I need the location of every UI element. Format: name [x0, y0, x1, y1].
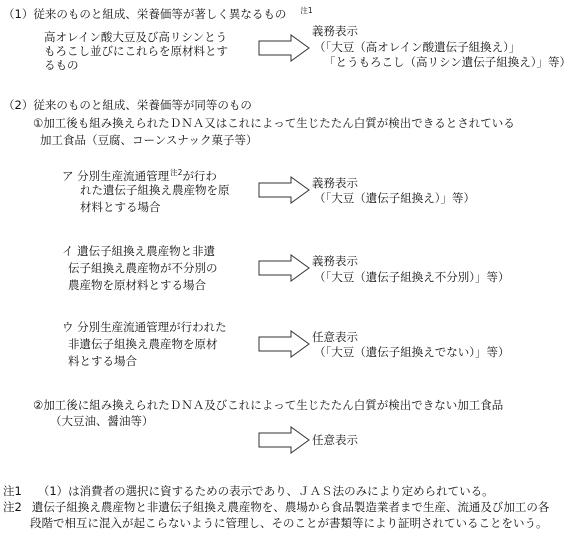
- item-c-line3: 料とする場合: [68, 354, 137, 368]
- sub2-result-label: 任意表示: [312, 433, 358, 447]
- item-b-line3: 農産物を原材料とする場合: [68, 278, 206, 292]
- note1: [3, 484, 494, 498]
- section1-result-example2: 「とうもろこし（高リシン遺伝子組換え）」等）: [324, 55, 571, 69]
- note2-text-line2: 段階で相互に混入が起こらないように管理し、そのことが書類等により証明されていることをいう。: [30, 516, 548, 530]
- item-c-result-example: （「大豆（遺伝子組換えでない）」等）: [314, 345, 510, 359]
- item-c-result-label: 任意表示: [312, 330, 358, 344]
- arrow-icon: [258, 330, 310, 358]
- item-b-line1: イ 遺伝子組換え農産物と非遺: [62, 244, 216, 258]
- section2-heading: （2）従来のものと組成、栄養価等が同等のもの: [3, 98, 252, 112]
- item-b-result-example: （「大豆（遺伝子組換え不分別）」等）: [314, 270, 510, 284]
- item-a-note-marker: 注2: [170, 168, 183, 177]
- section1-result-example1: （「大豆（高オレイン酸遺伝子組換え）」: [314, 40, 521, 54]
- section1-result-label: 義務表示: [312, 24, 358, 38]
- sub1-heading-line2: 加工食品（豆腐、コーンスナック菓子等）: [40, 133, 258, 147]
- section1-note-marker: 注1: [300, 6, 313, 15]
- item-a-result-example: （「大豆（遺伝子組換え）」等）: [314, 191, 475, 205]
- section1-item-line3: るもの: [44, 58, 79, 72]
- item-b-line2: 伝子組換え農産物が不分別の: [68, 261, 218, 275]
- item-b-result-label: 義務表示: [312, 254, 358, 268]
- arrow-icon: [258, 34, 310, 62]
- item-a-line3: 材料とする場合: [80, 200, 161, 214]
- arrow-icon: [258, 176, 310, 204]
- arrow-icon: [258, 426, 310, 454]
- sub2-heading-line2: （大豆油、醤油等）: [50, 414, 154, 428]
- note1-label: 注1: [3, 484, 22, 498]
- item-a-line1: ア 分別生産流通管理$^{注2}$が行わ: [62, 168, 217, 183]
- section1-item-line2: もろこし並びにこれらを原材料とす: [44, 44, 228, 58]
- note1-text: （1）は消費者の選択に資するための表示であり、ＪＡＳ法のみにより定められている。: [37, 484, 494, 498]
- note2-label: 注2: [3, 500, 22, 514]
- sub1-heading-line1: ①加工後も組み換えられたＤＮＡ又はこれによって生じたたん白質が検出できるとされている: [33, 116, 515, 130]
- item-a-line2: れた遺伝子組換え農産物を原: [80, 183, 230, 197]
- item-a-result-label: 義務表示: [312, 176, 358, 190]
- section1-item-line1: 高オレイン酸大豆及び高リシンとう: [44, 30, 228, 44]
- sub2-heading-line1: ②加工後に組み換えられたＤＮＡ及びこれによって生じたたん白質が検出できない加工食品: [33, 398, 504, 412]
- item-c-line2: 非遺伝子組換え農産物を原材: [68, 337, 218, 351]
- arrow-icon: [258, 254, 310, 282]
- item-c-line1: ウ 分別生産流通管理が行われた: [62, 320, 227, 334]
- note2-text-line1: 遺伝子組換え農産物と非遺伝子組換え農産物を、農場から食品製造業者まで生産、流通及び加工の各: [31, 500, 550, 514]
- note2: [3, 500, 549, 514]
- section1-heading: （1）従来のものと組成、栄養価等が著しく異なるもの $^{注1}$: [3, 6, 313, 21]
